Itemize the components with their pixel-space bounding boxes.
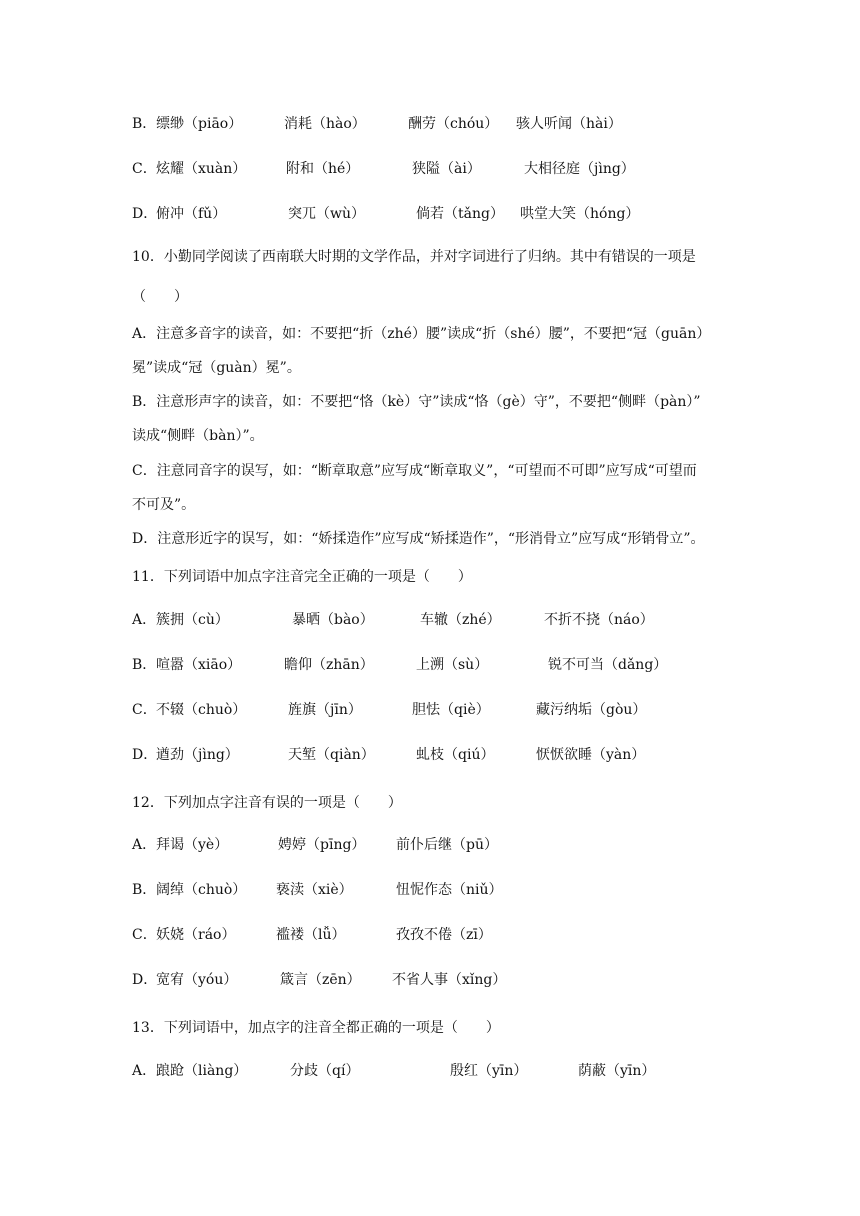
- option-label: C．: [132, 927, 157, 943]
- option-label: B．: [132, 116, 157, 132]
- q10-option-a-line1: A．注意多音字的读音，如：不要把“折（zhé）腰”读成“折（shé）腰”，不要把“冠（guān）: [132, 326, 711, 342]
- option-item: 拜谒（yè）: [156, 837, 229, 853]
- option-item: 荫蔽（yīn）: [578, 1063, 656, 1079]
- option-label: A．: [132, 1063, 157, 1079]
- option-item: 喧嚣（xiāo）: [156, 657, 242, 673]
- option-item: 藏污纳垢（gòu）: [536, 702, 647, 718]
- q10-option-d: D．注意形近字的误写，如：“娇揉造作”应写成“矫揉造作”，“形消骨立”应写成“形销骨立”。: [132, 531, 705, 547]
- option-item: 消耗（hào）: [284, 116, 366, 132]
- option-item: 不省人事（xǐng）: [392, 972, 507, 988]
- q13-stem: 13．下列词语中，加点字的注音全都正确的一项是（ ）: [132, 1020, 500, 1036]
- option-label: D．: [132, 206, 158, 222]
- q10-answer-paren: （ ）: [132, 289, 188, 305]
- option-item: 不辍（chuò）: [156, 702, 247, 718]
- option-label: A．: [132, 837, 157, 853]
- q10-option-a-line2: 冕”读成“冠（guàn）冕”。: [132, 360, 301, 376]
- option-item: 箴言（zēn）: [280, 972, 361, 988]
- q11-stem: 11．下列词语中加点字注音完全正确的一项是（ ）: [132, 569, 472, 585]
- option-item: 车辙（zhé）: [420, 612, 501, 628]
- option-item: 遒劲（jìng）: [156, 747, 239, 763]
- option-item: 胆怯（qiè）: [412, 702, 490, 718]
- option-item: 大相径庭（jìng）: [524, 161, 635, 177]
- option-label: D．: [132, 972, 158, 988]
- option-item: 天堑（qiàn）: [288, 747, 375, 763]
- option-item: 亵渎（xiè）: [276, 882, 353, 898]
- option-item: 不折不挠（náo）: [544, 612, 654, 628]
- option-label: B．: [132, 657, 157, 673]
- option-label: C．: [132, 702, 157, 718]
- option-item: 瞻仰（zhān）: [284, 657, 374, 673]
- option-item: 娉婷（pīng）: [278, 837, 366, 853]
- option-item: 上溯（sù）: [416, 657, 489, 673]
- option-item: 俯冲（fǔ）: [156, 206, 227, 222]
- option-item: 哄堂大笑（hóng）: [520, 206, 640, 222]
- option-item: 暴晒（bào）: [292, 612, 374, 628]
- option-item: 阔绰（chuò）: [156, 882, 247, 898]
- option-item: 宽宥（yóu）: [156, 972, 238, 988]
- option-item: 妖娆（ráo）: [156, 927, 236, 943]
- option-item: 忸怩作态（niǔ）: [396, 882, 503, 898]
- option-item: 酬劳（chóu）: [408, 116, 499, 132]
- q10-stem: 10．小勤同学阅读了西南联大时期的文学作品，并对字词进行了归纳。其中有错误的一项是: [132, 249, 696, 265]
- option-item: 孜孜不倦（zī）: [396, 927, 492, 943]
- option-item: 褴褛（lǚ）: [276, 927, 346, 943]
- q12-stem: 12．下列加点字注音有误的一项是（ ）: [132, 795, 402, 811]
- q10-option-c-line2: 不可及”。: [132, 497, 196, 513]
- option-item: 倘若（tǎng）: [416, 206, 504, 222]
- option-item: 缥缈（piāo）: [156, 116, 243, 132]
- option-item: 骇人听闻（hài）: [516, 116, 622, 132]
- option-item: 虬枝（qiú）: [416, 747, 495, 763]
- q10-option-b-line1: B．注意形声字的读音，如：不要把“恪（kè）守”读成“恪（gè）守”，不要把“侧畔（pàn）”: [132, 394, 701, 410]
- option-item: 簇拥（cù）: [156, 612, 229, 628]
- q10-option-c-line1: C．注意同音字的误写，如：“断章取意”应写成“断章取义”，“可望而不可即”应写成“可望而: [132, 463, 697, 479]
- option-item: 旌旗（jīn）: [288, 702, 362, 718]
- option-item: 狭隘（ài）: [412, 161, 481, 177]
- option-item: 炫耀（xuàn）: [156, 161, 247, 177]
- option-item: 附和（hé）: [286, 161, 360, 177]
- option-item: 殷红（yīn）: [450, 1063, 528, 1079]
- option-item: 突兀（wù）: [288, 206, 365, 222]
- q10-option-b-line2: 读成“侧畔（bàn）”。: [132, 428, 264, 444]
- option-label: A．: [132, 612, 157, 628]
- option-item: 踉跄（liàng）: [156, 1063, 248, 1079]
- option-item: 恹恹欲睡（yàn）: [536, 747, 646, 763]
- option-item: 锐不可当（dǎng）: [548, 657, 668, 673]
- option-label: B．: [132, 882, 157, 898]
- option-label: C．: [132, 161, 157, 177]
- option-label: D．: [132, 747, 158, 763]
- option-item: 前仆后继（pū）: [396, 837, 498, 853]
- option-item: 分歧（qí）: [290, 1063, 360, 1079]
